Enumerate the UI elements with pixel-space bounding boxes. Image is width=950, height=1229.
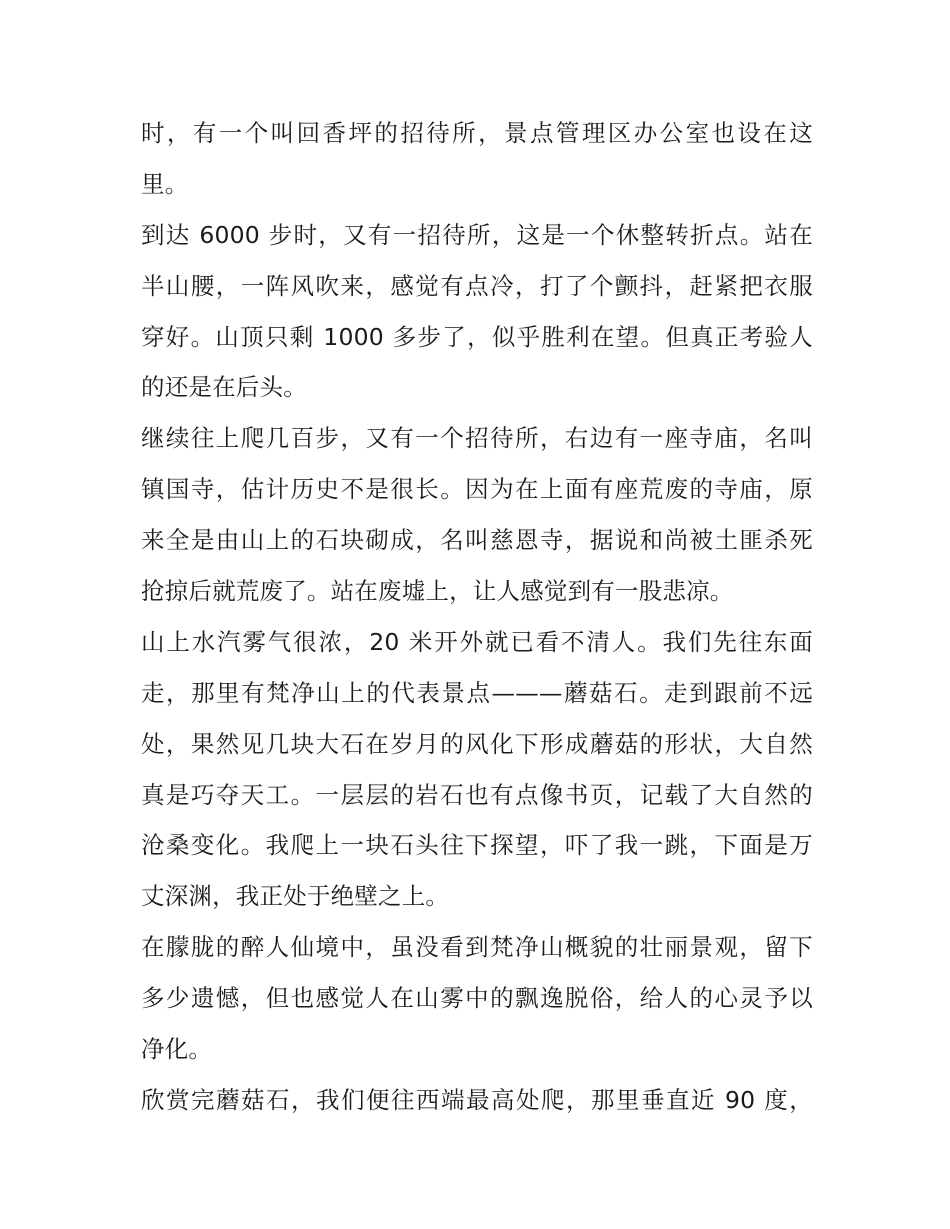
text-line: 穿好。山顶只剩 1000 多步了，似乎胜利在望。但真正考验人 [141, 322, 813, 351]
text-line: 处，果然见几块大石在岁月的风化下形成蘑菇的形状，大自然 [141, 729, 813, 758]
text-line: 到达 6000 步时，又有一招待所，这是一个休整转折点。站在 [141, 220, 813, 249]
document-body [141, 108, 813, 1126]
text-line: 欣赏完蘑菇石，我们便往西端最高处爬，那里垂直近 90 度， [141, 1085, 813, 1114]
text-line: 抢掠后就荒废了。站在废墟上，让人感觉到有一股悲凉。 [141, 577, 734, 606]
text-line: 时，有一个叫回香坪的招待所，景点管理区办公室也设在这 [141, 119, 813, 147]
paragraph-fairyland [141, 922, 813, 1075]
text-line: 多少遗憾，但也感觉人在山雾中的飘逸脱俗，给人的心灵予以 [141, 984, 813, 1013]
text-line: 半山腰，一阵风吹来，感觉有点冷，打了个颤抖，赶紧把衣服 [141, 271, 813, 300]
text-line: 里。 [141, 169, 189, 198]
text-line: 来全是由山上的石块砌成，名叫慈恩寺，据说和尚被土匪杀死 [141, 526, 813, 555]
paragraph-mushroom-rock [141, 617, 813, 922]
text-line: 继续往上爬几百步，又有一个招待所，右边有一座寺庙，名叫 [141, 424, 813, 453]
text-line: 镇国寺，估计历史不是很长。因为在上面有座荒废的寺庙，原 [141, 475, 813, 504]
text-line: 净化。 [141, 1035, 213, 1064]
paragraph-6000-steps [141, 210, 813, 414]
text-line: 在朦胧的醉人仙境中，虽没看到梵净山概貌的壮丽景观，留下 [141, 933, 813, 962]
text-line: 沧桑变化。我爬上一块石头往下探望，吓了我一跳，下面是万 [141, 831, 813, 860]
paragraph-temples [141, 413, 813, 617]
text-line: 山上水汽雾气很浓，20 米开外就已看不清人。我们先往东面 [141, 627, 813, 656]
paragraph-huixiangping [141, 108, 813, 210]
text-line: 的还是在后头。 [141, 373, 307, 402]
paragraph-west-summit [141, 1075, 813, 1126]
text-line: 丈深渊，我正处于绝壁之上。 [141, 882, 450, 911]
text-line: 真是巧夺天工。一层层的岩石也有点像书页，记载了大自然的 [141, 780, 813, 809]
text-line: 走，那里有梵净山上的代表景点———蘑菇石。走到跟前不远 [141, 678, 813, 707]
